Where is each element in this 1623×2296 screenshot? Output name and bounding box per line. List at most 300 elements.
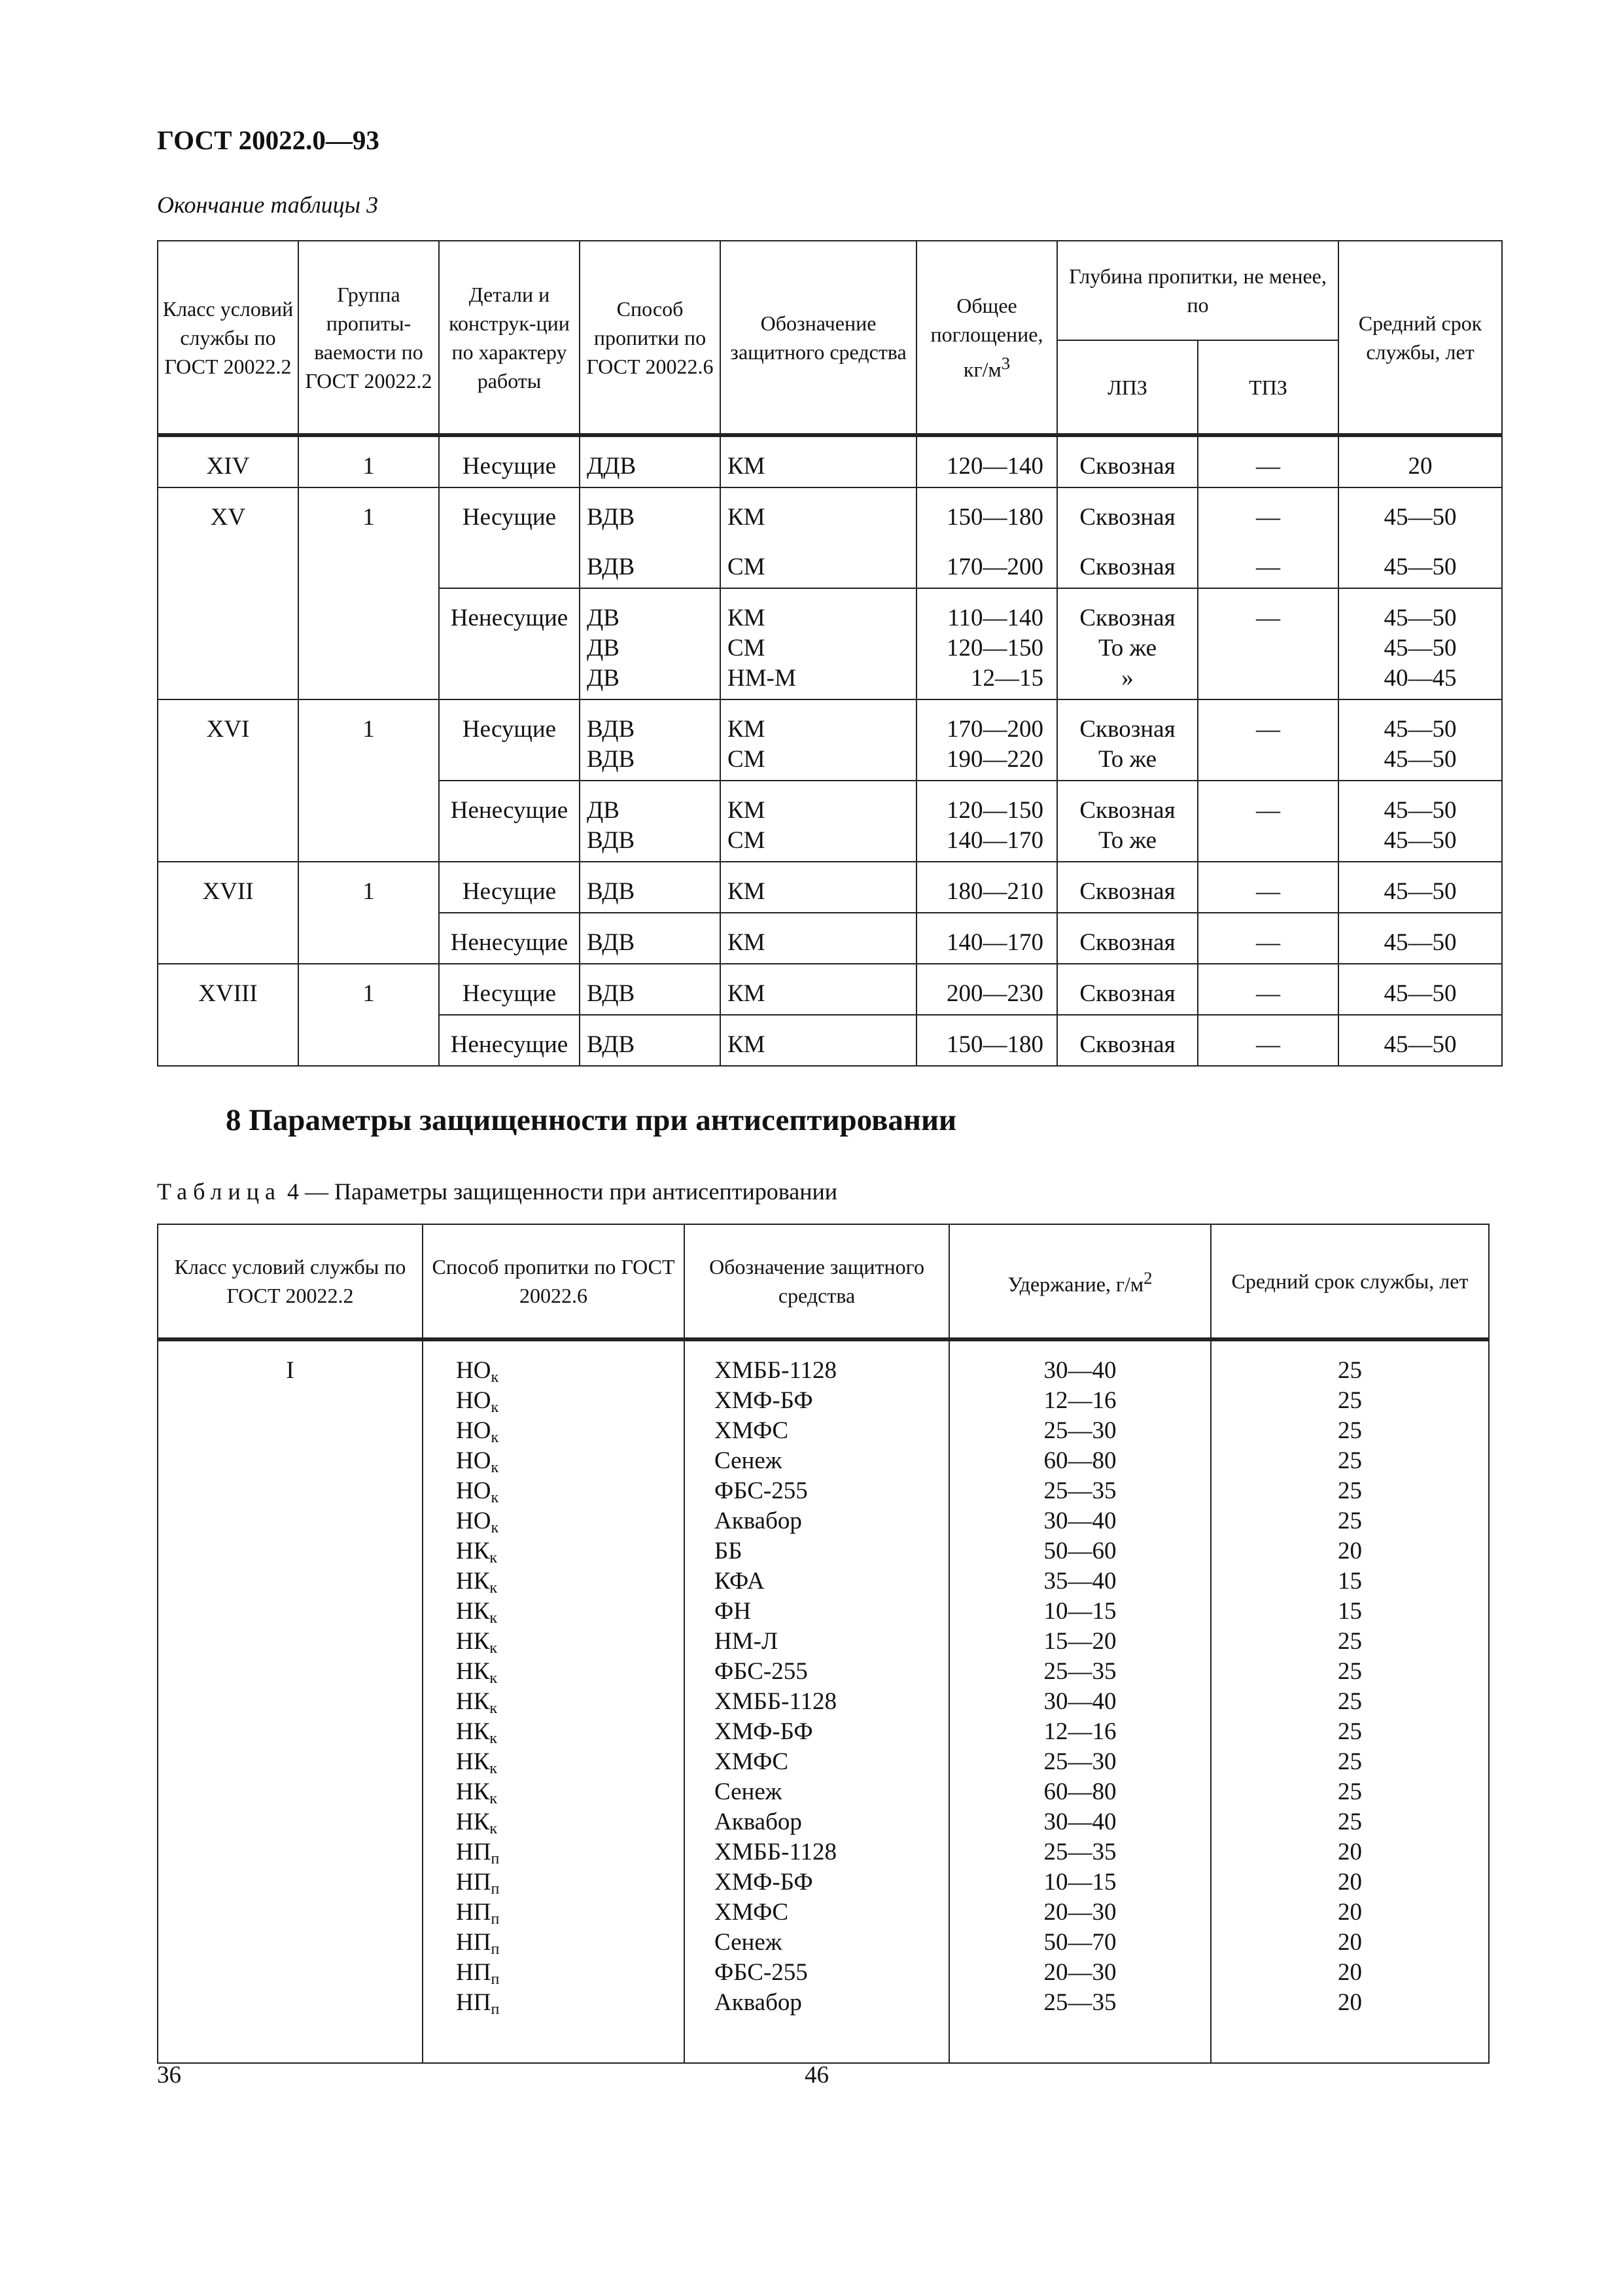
t3-life-value: 45—50	[1384, 980, 1457, 1007]
t4-life-value: 25	[1338, 1508, 1362, 1534]
t4-agent-value: Сенеж	[714, 1447, 782, 1474]
t3-cell-agent	[720, 699, 916, 781]
t4-life-value: 20	[1338, 1899, 1362, 1926]
t3-method-value: ВДВ	[587, 1031, 635, 1058]
t3-cell-life	[1338, 964, 1502, 1015]
t3-cell-tpz	[1198, 435, 1338, 487]
t3-parts-value: Ненесущие	[450, 929, 568, 956]
t3-absorption-value: 140—170	[947, 929, 1043, 956]
t3-cell-tpz	[1198, 1015, 1338, 1066]
t3-cell-lpz	[1057, 1015, 1198, 1066]
t4-class-cell	[158, 1339, 423, 2063]
t3-lpz-value: »	[1121, 665, 1134, 692]
t3-lpz-value: То же	[1098, 635, 1157, 662]
t3-method-value: ВДВ	[587, 504, 635, 531]
t4-life-value: 25	[1338, 1688, 1362, 1715]
t4-life-value: 25	[1338, 1748, 1362, 1775]
t3-method-value: ВДВ	[587, 827, 635, 854]
t4-method-value: $НО_к$	[456, 1508, 499, 1536]
t3-cell-lpz	[1057, 862, 1198, 913]
t3-method-value: ВДВ	[587, 878, 635, 905]
t4-holding-value: 20—30	[1043, 1899, 1117, 1926]
t4-life-value: 25	[1338, 1658, 1362, 1685]
t4-method-value: $НО_к$	[456, 1447, 499, 1476]
t3-cell-group	[298, 964, 439, 1015]
t3-parts-value: Несущие	[462, 878, 557, 905]
t3-tpz-value: —	[1256, 797, 1280, 824]
t3-method-value: ВДВ	[587, 716, 635, 743]
table3-row	[158, 1015, 1502, 1066]
header-parts: Детали и конструк-ции по характеру работы	[439, 241, 580, 435]
t3-cell-lpz	[1057, 588, 1198, 699]
t3-lpz-value: Сквозная	[1079, 554, 1176, 580]
t3-life-value: 45—50	[1384, 554, 1457, 580]
page-number-left: 36	[157, 2062, 181, 2089]
t4-life-value: 25	[1338, 1778, 1362, 1805]
t3-cell-method	[580, 588, 720, 699]
t3-cell-absorption	[916, 487, 1057, 538]
table3-row	[158, 913, 1502, 964]
document-code: ГОСТ 20022.0—93	[157, 125, 379, 155]
t4-agent-value: НМ-Л	[714, 1628, 778, 1655]
t3-cell-method	[580, 781, 720, 862]
t3-cell-absorption	[916, 1015, 1057, 1066]
header-absorption: Общее поглощение, $кг/м^3$	[916, 241, 1057, 435]
t3-method-value: ДВ	[587, 635, 620, 662]
t3-cell-tpz	[1198, 699, 1338, 781]
t3-life-value: 45—50	[1384, 1031, 1457, 1058]
t4-holding-value: 30—40	[1043, 1688, 1117, 1715]
t3-absorption-value: 150—180	[947, 1031, 1043, 1058]
t3-cell-class	[158, 538, 298, 588]
t4-method-value: $НО_к$	[456, 1477, 499, 1506]
t3-cell-agent	[720, 964, 916, 1015]
t3-cell-agent	[720, 487, 916, 538]
t4-header-life: Средний срок службы, лет	[1211, 1224, 1489, 1339]
t3-cell-lpz	[1057, 964, 1198, 1015]
t3-life-value: 45—50	[1384, 605, 1457, 631]
t3-cell-group	[298, 699, 439, 781]
t4-agent-value: Сенеж	[714, 1929, 782, 1956]
t3-agent-value: КМ	[727, 878, 765, 905]
t3-agent-value: КМ	[727, 1031, 765, 1058]
t4-method-value: $НП_п$	[456, 1959, 500, 1988]
t3-cell-agent	[720, 862, 916, 913]
t3-cell-tpz	[1198, 538, 1338, 588]
t3-absorption-value: 110—140	[947, 605, 1043, 631]
t4-method-value: $НК_к$	[456, 1748, 498, 1777]
table4	[157, 1224, 1490, 2064]
t4-header-holding: Удержание, $г/м^2$	[949, 1224, 1211, 1339]
t3-cell-life	[1338, 588, 1502, 699]
t3-group-value: 1	[362, 980, 375, 1007]
t3-agent-value: СМ	[727, 827, 765, 854]
t3-agent-value: КМ	[727, 504, 765, 531]
table3-row	[158, 487, 1502, 538]
t3-tpz-value: —	[1256, 605, 1280, 631]
header-tpz: ТПЗ	[1198, 340, 1338, 435]
t3-absorption-value: 200—230	[947, 980, 1043, 1007]
table3	[157, 240, 1503, 1067]
t4-agent-value: ФБС-255	[714, 1959, 808, 1986]
t3-life-value: 45—50	[1384, 635, 1457, 662]
table3-row	[158, 588, 1502, 699]
t4-method-value: $НО_к$	[456, 1387, 499, 1416]
t4-method-value: $НП_п$	[456, 1899, 500, 1928]
t3-tpz-value: —	[1256, 453, 1280, 480]
t3-lpz-value: Сквозная	[1079, 878, 1176, 905]
t3-method-value: ДВ	[587, 797, 620, 824]
t3-lpz-value: Сквозная	[1079, 504, 1176, 531]
t4-header-class: Класс условий службы по ГОСТ 20022.2	[158, 1224, 423, 1339]
t3-cell-tpz	[1198, 913, 1338, 964]
t4-agent-value: ФБС-255	[714, 1477, 808, 1504]
t3-cell-agent	[720, 1015, 916, 1066]
t3-cell-absorption	[916, 862, 1057, 913]
t3-cell-class	[158, 699, 298, 781]
t4-method-value: $НП_п$	[456, 1839, 500, 1867]
t4-agent-column	[684, 1339, 949, 2063]
t3-cell-class	[158, 964, 298, 1015]
t3-cell-method	[580, 435, 720, 487]
t3-lpz-value: Сквозная	[1079, 980, 1176, 1007]
t3-method-value: ВДВ	[587, 746, 635, 773]
t4-holding-value: 25—35	[1043, 1658, 1117, 1685]
t3-parts-value: Несущие	[462, 504, 557, 531]
t4-method-value: $НО_к$	[456, 1357, 499, 1386]
t3-cell-method	[580, 862, 720, 913]
t3-cell-parts	[439, 781, 580, 862]
t4-holding-value: 25—35	[1043, 1839, 1117, 1865]
t4-holding-value: 25—30	[1043, 1417, 1117, 1444]
t3-class-value: XVII	[202, 878, 254, 905]
t4-agent-value: Сенеж	[714, 1778, 782, 1805]
t3-parts-value: Несущие	[462, 980, 557, 1007]
t4-life-value: 20	[1338, 1538, 1362, 1564]
t3-cell-parts	[439, 862, 580, 913]
t3-cell-absorption	[916, 699, 1057, 781]
t3-cell-group	[298, 588, 439, 699]
t3-cell-class	[158, 781, 298, 862]
t4-method-value: $НК_к$	[456, 1658, 498, 1687]
t3-lpz-value: То же	[1098, 827, 1157, 854]
t4-agent-value: ФБС-255	[714, 1658, 808, 1685]
t3-method-value: ДВ	[587, 605, 620, 631]
table3-row	[158, 964, 1502, 1015]
t3-agent-value: СМ	[727, 554, 765, 580]
t4-header-method: Способ пропитки по ГОСТ 20022.6	[423, 1224, 684, 1339]
t4-agent-value: ХМББ-1128	[714, 1839, 837, 1865]
t4-life-value: 25	[1338, 1357, 1362, 1384]
t4-life-value: 25	[1338, 1718, 1362, 1745]
t4-method-value: $НП_п$	[456, 1869, 500, 1898]
table3-row	[158, 538, 1502, 588]
t3-lpz-value: Сквозная	[1079, 716, 1176, 743]
t4-method-value: $НО_к$	[456, 1417, 499, 1446]
t4-holding-value: 60—80	[1043, 1778, 1117, 1805]
t3-agent-value: СМ	[727, 746, 765, 773]
header-group: Группа пропиты-ваемости по ГОСТ 20022.2	[298, 241, 439, 435]
t3-class-value: XVI	[206, 716, 250, 743]
t4-method-value: $НК_к$	[456, 1598, 498, 1627]
t3-parts-value: Ненесущие	[450, 1031, 568, 1058]
t4-holding-value: 12—16	[1043, 1718, 1117, 1745]
t3-method-value: ДВ	[587, 665, 620, 692]
t3-cell-method	[580, 964, 720, 1015]
header-life: Средний срок службы, лет	[1338, 241, 1502, 435]
t4-holding-column	[949, 1339, 1211, 2063]
t4-agent-value: ХМББ-1128	[714, 1688, 837, 1715]
t4-life-column	[1211, 1339, 1489, 2063]
t4-life-value: 25	[1338, 1477, 1362, 1504]
t4-method-value: $НК_к$	[456, 1538, 498, 1566]
t4-method-value: $НК_к$	[456, 1568, 498, 1597]
t3-cell-absorption	[916, 435, 1057, 487]
t3-cell-life	[1338, 913, 1502, 964]
t4-life-value: 25	[1338, 1809, 1362, 1835]
t4-method-value: $НК_к$	[456, 1778, 498, 1807]
t4-agent-value: ХМФ-БФ	[714, 1387, 813, 1414]
table3-row	[158, 699, 1502, 781]
t3-cell-lpz	[1057, 538, 1198, 588]
t3-cell-method	[580, 538, 720, 588]
t4-method-column	[423, 1339, 684, 2063]
t3-cell-method	[580, 487, 720, 538]
t3-life-value: 45—50	[1384, 716, 1457, 743]
t3-life-value: 45—50	[1384, 878, 1457, 905]
t4-life-value: 20	[1338, 1989, 1362, 2016]
t3-cell-agent	[720, 913, 916, 964]
t3-parts-value: Ненесущие	[450, 797, 568, 824]
header-method: Способ пропитки по ГОСТ 20022.6	[580, 241, 720, 435]
t3-cell-group	[298, 862, 439, 913]
t4-method-value: $НК_к$	[456, 1718, 498, 1747]
t4-holding-value: 10—15	[1043, 1869, 1117, 1896]
t3-group-value: 1	[362, 453, 375, 480]
t3-life-value: 45—50	[1384, 504, 1457, 531]
t3-cell-method	[580, 699, 720, 781]
t4-holding-value: 50—60	[1043, 1538, 1117, 1564]
t3-cell-group	[298, 913, 439, 964]
t3-cell-class	[158, 862, 298, 913]
table3-row	[158, 862, 1502, 913]
table3-row	[158, 781, 1502, 862]
t3-cell-tpz	[1198, 487, 1338, 538]
t4-life-value: 25	[1338, 1417, 1362, 1444]
t3-cell-life	[1338, 538, 1502, 588]
t3-life-value: 45—50	[1384, 746, 1457, 773]
t4-method-value: $НП_п$	[456, 1989, 500, 2018]
t4-life-value: 25	[1338, 1387, 1362, 1414]
t3-cell-class	[158, 487, 298, 538]
t3-cell-class	[158, 1015, 298, 1066]
section-heading: 8 Параметры защищенности при антисептировании	[226, 1103, 957, 1137]
t3-cell-life	[1338, 1015, 1502, 1066]
t3-life-value: 45—50	[1384, 797, 1457, 824]
t4-holding-value: 25—35	[1043, 1989, 1117, 2016]
t3-group-value: 1	[362, 716, 375, 743]
t3-cell-parts	[439, 588, 580, 699]
t3-absorption-value: 120—140	[947, 453, 1043, 480]
t4-agent-value: ХМФ-БФ	[714, 1869, 813, 1896]
t4-holding-value: 30—40	[1043, 1508, 1117, 1534]
t3-agent-value: КМ	[727, 980, 765, 1007]
t3-cell-parts	[439, 435, 580, 487]
header-agent: Обозначение защитного средства	[720, 241, 916, 435]
table3-caption: Окончание таблицы 3	[157, 192, 379, 218]
t3-absorption-value: 12—15	[971, 665, 1043, 692]
t4-life-value: 20	[1338, 1839, 1362, 1865]
page-number-center: 46	[805, 2062, 829, 2089]
t4-holding-value: 30—40	[1043, 1809, 1117, 1835]
t3-cell-group	[298, 538, 439, 588]
t3-cell-class	[158, 913, 298, 964]
t3-cell-life	[1338, 699, 1502, 781]
t3-lpz-value: Сквозная	[1079, 797, 1176, 824]
t4-agent-value: ХМФ-БФ	[714, 1718, 813, 1745]
t3-cell-lpz	[1057, 487, 1198, 538]
t4-method-value: $НК_к$	[456, 1628, 498, 1657]
t3-cell-tpz	[1198, 588, 1338, 699]
t3-tpz-value: —	[1256, 716, 1280, 743]
header-class: Класс условий службы по ГОСТ 20022.2	[158, 241, 298, 435]
t4-life-value: 15	[1338, 1568, 1362, 1595]
t3-cell-agent	[720, 538, 916, 588]
t3-parts-value: Несущие	[462, 716, 557, 743]
table4-caption: Таблица 4 — Параметры защищенности при антисептировании	[157, 1178, 838, 1205]
t3-absorption-value: 190—220	[947, 746, 1043, 773]
t3-method-value: ВДВ	[587, 929, 635, 956]
t4-method-value: $НП_п$	[456, 1929, 500, 1958]
t3-cell-absorption	[916, 538, 1057, 588]
t3-class-value: XVIII	[198, 980, 258, 1007]
t4-holding-value: 35—40	[1043, 1568, 1117, 1595]
t3-cell-group	[298, 781, 439, 862]
t4-life-value: 20	[1338, 1959, 1362, 1986]
t3-group-value: 1	[362, 878, 375, 905]
t3-cell-group	[298, 435, 439, 487]
t3-tpz-value: —	[1256, 1031, 1280, 1058]
t3-lpz-value: То же	[1098, 746, 1157, 773]
t4-life-value: 25	[1338, 1628, 1362, 1655]
t4-class-value: I	[286, 1357, 294, 1384]
t3-method-value: ВДВ	[587, 980, 635, 1007]
t3-cell-lpz	[1057, 435, 1198, 487]
t3-parts-value: Несущие	[462, 453, 557, 480]
t3-cell-parts	[439, 913, 580, 964]
t3-cell-parts	[439, 538, 580, 588]
t4-holding-value: 25—35	[1043, 1477, 1117, 1504]
t3-tpz-value: —	[1256, 980, 1280, 1007]
t3-cell-class	[158, 435, 298, 487]
t3-cell-parts	[439, 1015, 580, 1066]
t3-cell-method	[580, 1015, 720, 1066]
t3-cell-agent	[720, 435, 916, 487]
t3-agent-value: КМ	[727, 716, 765, 743]
t4-holding-value: 30—40	[1043, 1357, 1117, 1384]
t4-life-value: 20	[1338, 1929, 1362, 1956]
t3-lpz-value: Сквозная	[1079, 929, 1176, 956]
t3-cell-class	[158, 588, 298, 699]
t3-agent-value: КМ	[727, 605, 765, 631]
table3-body	[158, 435, 1502, 1066]
t4-life-value: 25	[1338, 1447, 1362, 1474]
t3-class-value: XIV	[206, 453, 250, 480]
t3-parts-value: Ненесущие	[450, 605, 568, 631]
t3-life-value: 45—50	[1384, 827, 1457, 854]
t3-absorption-value: 140—170	[947, 827, 1043, 854]
t3-cell-absorption	[916, 781, 1057, 862]
t3-tpz-value: —	[1256, 504, 1280, 531]
t3-cell-lpz	[1057, 699, 1198, 781]
t3-tpz-value: —	[1256, 929, 1280, 956]
t4-agent-value: ХМФС	[714, 1899, 789, 1926]
t3-cell-lpz	[1057, 913, 1198, 964]
t3-method-value: ДДВ	[587, 453, 637, 480]
t3-absorption-value: 120—150	[947, 635, 1043, 662]
t3-cell-absorption	[916, 964, 1057, 1015]
t4-holding-value: 15—20	[1043, 1628, 1117, 1655]
t3-cell-method	[580, 913, 720, 964]
table3-row	[158, 435, 1502, 487]
t4-agent-value: Аквабор	[714, 1508, 802, 1534]
t4-holding-value: 50—70	[1043, 1929, 1117, 1956]
t4-holding-value: 60—80	[1043, 1447, 1117, 1474]
t3-cell-absorption	[916, 913, 1057, 964]
t4-agent-value: ХМФС	[714, 1748, 789, 1775]
t4-holding-value: 25—30	[1043, 1748, 1117, 1775]
t4-method-value: $НК_к$	[456, 1688, 498, 1717]
t4-agent-value: Аквабор	[714, 1989, 802, 2016]
t3-lpz-value: Сквозная	[1079, 605, 1176, 631]
t4-holding-value: 10—15	[1043, 1598, 1117, 1625]
t3-tpz-value: —	[1256, 878, 1280, 905]
t3-method-value: ВДВ	[587, 554, 635, 580]
t3-cell-group	[298, 487, 439, 538]
t4-agent-value: ХМФС	[714, 1417, 789, 1444]
header-lpz: ЛПЗ	[1057, 340, 1198, 435]
t3-cell-parts	[439, 699, 580, 781]
t3-agent-value: КМ	[727, 929, 765, 956]
t3-absorption-value: 170—200	[947, 554, 1043, 580]
t3-lpz-value: Сквозная	[1079, 453, 1176, 480]
t3-cell-agent	[720, 781, 916, 862]
t3-cell-absorption	[916, 588, 1057, 699]
t3-absorption-value: 180—210	[947, 878, 1043, 905]
t3-group-value: 1	[362, 504, 375, 531]
t3-cell-parts	[439, 487, 580, 538]
t3-cell-tpz	[1198, 781, 1338, 862]
t3-cell-life	[1338, 862, 1502, 913]
t3-absorption-value: 120—150	[947, 797, 1043, 824]
t3-cell-life	[1338, 781, 1502, 862]
t3-class-value: XV	[210, 504, 246, 531]
t3-agent-value: СМ	[727, 635, 765, 662]
t4-life-value: 15	[1338, 1598, 1362, 1625]
t3-cell-tpz	[1198, 964, 1338, 1015]
t4-agent-value: ХМББ-1128	[714, 1357, 837, 1384]
t4-method-value: $НК_к$	[456, 1809, 498, 1837]
t3-cell-group	[298, 1015, 439, 1066]
t4-header-agent: Обозначение защитного средства	[684, 1224, 949, 1339]
t3-cell-life	[1338, 487, 1502, 538]
t3-agent-value: НМ-М	[727, 665, 796, 692]
t3-agent-value: КМ	[727, 453, 765, 480]
t4-agent-value: ФН	[714, 1598, 751, 1625]
t3-absorption-value: 170—200	[947, 716, 1043, 743]
t3-absorption-value: 150—180	[947, 504, 1043, 531]
t3-life-value: 20	[1408, 453, 1433, 480]
